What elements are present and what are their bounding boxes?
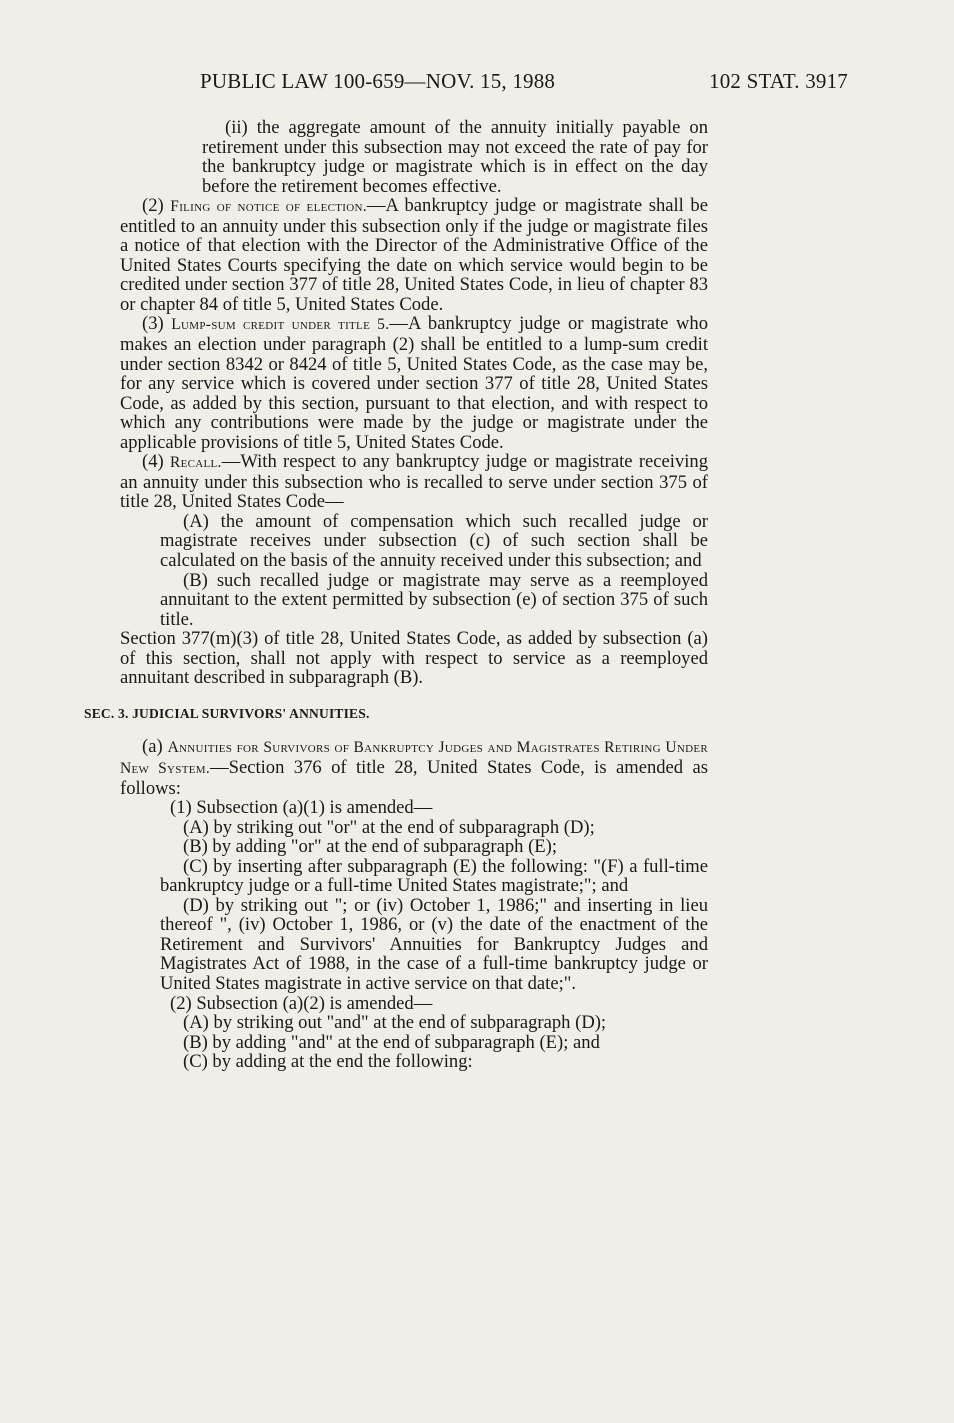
section-3-a-number: (a) (142, 736, 168, 758)
subsection-1: (1) Subsection (a)(1) is amended— (170, 797, 433, 819)
section-3-a-text: —Section 376 of title 28, United States Code, is amended as follows: (120, 756, 708, 799)
document-body (84, 117, 708, 1073)
subsection-1-D: (D) by striking out "; or (iv) October 1, 1986;" and inserting in lieu thereof ", (iv) October 1, 1986, or (v) the date of the enactment of the Retirement and Survivors' Annuities for Bankruptcy Judges and Magistrates Act of 1988, in the case of a full-time bankruptcy judge or United States magistrate in active service on that date;". (160, 894, 708, 994)
paragraph-3-heading: Lump-sum credit under title 5. (171, 316, 390, 334)
section-3-a (120, 737, 708, 798)
subsection-2-B: (B) by adding "and" at the end of subparagraph (E); and (183, 1031, 600, 1053)
paragraph-4 (120, 452, 708, 512)
subsection-2-C: (C) by adding at the end the following: (183, 1051, 473, 1073)
subsection-1-B: (B) by adding "or" at the end of subparagraph (E); (183, 836, 558, 858)
subsection-1-A: (A) by striking out "or" at the end of subparagraph (D); (183, 816, 595, 838)
section-3-a-heading: Annuities for Survivors of Bankruptcy Judges and Magistrates Retiring Under New System. (120, 739, 708, 777)
clause-ii: (ii) the aggregate amount of the annuity initially payable on retirement under this subsection may not exceed the rate of pay for the bankruptcy judge or magistrate which is in effect on the day before the retirement becomes effective. (202, 117, 708, 197)
paragraph-4-number: (4) (142, 451, 170, 473)
subsection-1-C: (C) by inserting after subparagraph (E) the following: "(F) a full-time bankruptcy judge or a full-time United States magistrate;"; and (160, 855, 708, 897)
flush-text: Section 377(m)(3) of title 28, United States Code, as added by subsection (a) of this section, shall not apply with respect to service as a reemployed annuitant described in subparagraph (B). (120, 628, 708, 689)
header-stat-page: 102 STAT. 3917 (709, 69, 848, 93)
header-public-law: PUBLIC LAW 100-659—NOV. 15, 1988 (200, 69, 556, 93)
paragraph-3-text: —A bankruptcy judge or magistrate who makes an election under paragraph (2) shall be entitled to a lump-sum credit under section 8342 or 8424 of title 5, United States Code, as the case may be, for any service which is covered under section 377 of title 28, United States Code, as added by this section, pursuant to that election, and with respect to which any contributions were made by the judge or magistrate under the applicable provisions of title 5, United States Code. (120, 313, 708, 453)
paragraph-4-heading: Recall. (169, 454, 222, 472)
paragraph-2 (120, 196, 708, 314)
subsection-2: (2) Subsection (a)(2) is amended— (170, 992, 433, 1014)
subparagraph-4-B: (B) such recalled judge or magistrate may serve as a reemployed annuitant to the extent permitted by subsection (e) of section 375 of such title. (160, 569, 708, 630)
subsection-2-A: (A) by striking out "and" at the end of subparagraph (D); (183, 1012, 607, 1034)
paragraph-4-text: —With respect to any bankruptcy judge or magistrate receiving an annuity under this subsection who is recalled to serve under section 375 of title 28, United States Code— (120, 451, 708, 513)
paragraph-3-number: (3) (142, 313, 172, 335)
section-3-heading: SEC. 3. JUDICIAL SURVIVORS' ANNUITIES. (84, 705, 370, 721)
subparagraph-4-A: (A) the amount of compensation which such recalled judge or magistrate receives under subsection (c) of such section shall be calculated on the basis of the annuity received under this subsection; and (160, 510, 708, 572)
paragraph-2-text: —A bankruptcy judge or magistrate shall be entitled to an annuity under this subsection only if the judge or magistrate files a notice of that election with the Director of the Administrative Office of the United States Courts specifying the date on which service would begin to be credited under section 377 of title 28, United States Code, in lieu of chapter 83 or chapter 84 of title 5, United States Code. (120, 195, 708, 315)
paragraph-2-heading: Filing of notice of election. (170, 198, 367, 216)
paragraph-3 (120, 314, 708, 452)
paragraph-2-number: (2) (142, 195, 171, 217)
